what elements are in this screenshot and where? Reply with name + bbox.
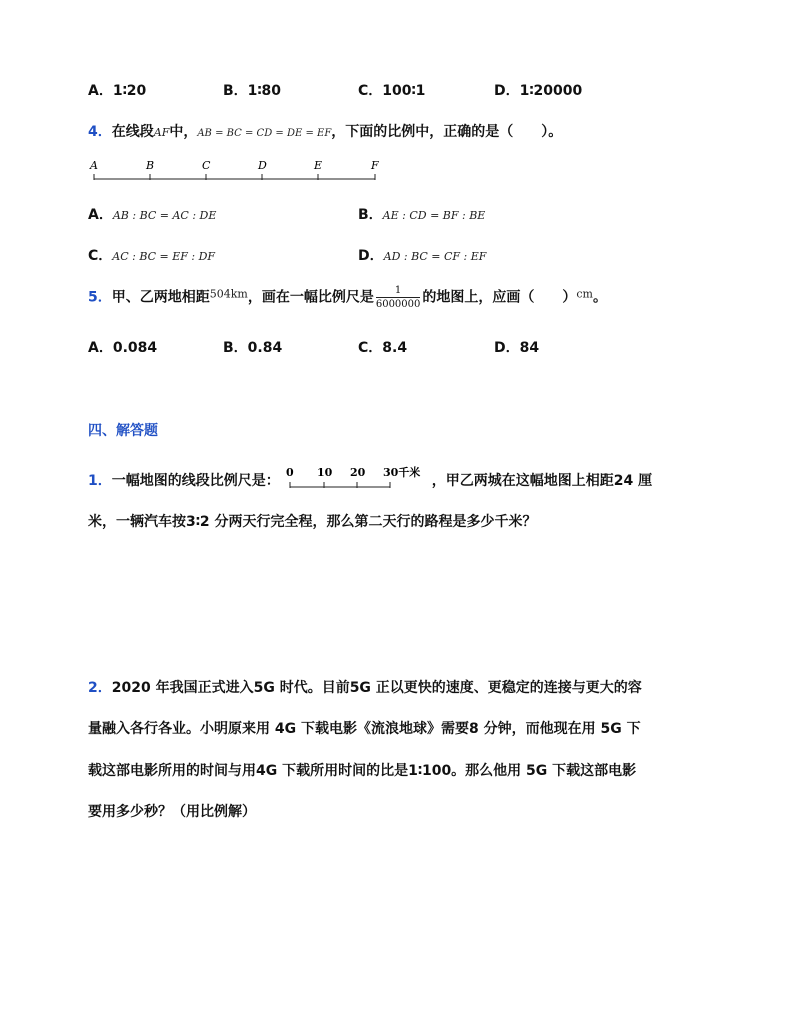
option-label: A． <box>88 340 113 356</box>
scale-bar <box>282 465 430 491</box>
scale-label-20: 20 <box>349 466 366 479</box>
q5-option-c <box>358 337 407 357</box>
scale-label-30: 30千米 <box>382 466 421 479</box>
q3-option-a <box>88 80 146 100</box>
tick-f <box>370 159 379 180</box>
option-math: AE : CD = BF : BE <box>382 209 486 222</box>
math-segment: AF <box>153 126 170 139</box>
stem-text: 在线段 <box>111 124 154 140</box>
unit-text: cm <box>576 287 593 301</box>
option-text: 1∶20000 <box>519 83 583 99</box>
point-label-d: D <box>258 159 267 172</box>
option-label: D． <box>494 83 520 99</box>
tick-c <box>202 159 211 180</box>
option-label: C． <box>88 248 113 264</box>
q5-option-b <box>223 337 282 357</box>
tick-e <box>313 159 322 180</box>
option-text: 0.084 <box>112 340 158 356</box>
option-label: A． <box>88 207 113 223</box>
option-text: 1∶80 <box>247 83 282 99</box>
point-label-b: B <box>146 159 155 172</box>
q4-option-c <box>88 245 215 265</box>
stem-text: 一幅地图的线段比例尺是： <box>111 473 280 489</box>
option-label: B． <box>223 340 248 356</box>
problem-2-line-3: 载这部电影所用的时间与用4G 下载所用时间的比是1∶100。那么他用 5G 下载这部电影 <box>88 763 637 779</box>
point-label-e: E <box>314 159 323 172</box>
option-label: A． <box>88 83 113 99</box>
problem-2-line-4: 要用多少秒？（用比例解） <box>88 804 256 820</box>
stem-text: 甲、乙两地相距 <box>111 289 210 306</box>
scale-label-10: 10 <box>316 466 333 479</box>
q4-option-a <box>88 204 216 224</box>
tick-b <box>145 159 154 180</box>
q5-option-d <box>494 337 539 357</box>
q3-option-b <box>223 80 281 100</box>
stem-text: 。 <box>592 289 607 306</box>
tick-d <box>257 159 267 180</box>
distance-value: 504km <box>209 287 248 301</box>
option-math: AB : BC = AC : DE <box>112 209 217 222</box>
option-label: D． <box>358 248 384 264</box>
option-text: 1∶20 <box>112 83 147 99</box>
problem-2-line-1 <box>88 677 642 697</box>
stem-text: 2020 年我国正式进入5G 时代。目前5G 正以更快的速度、更稳定的连接与更大的容 <box>111 680 642 696</box>
problem-1-line-2: 米，一辆汽车按3∶2 分两天行完全程，那么第二天行的路程是多少千米？ <box>88 514 537 530</box>
problem-1-line-1 <box>88 465 652 491</box>
option-label: C． <box>358 83 383 99</box>
option-text: 100∶1 <box>382 83 426 99</box>
stem-text: ，下面的比例中，正确的是（ ）。 <box>331 124 563 140</box>
option-text: 0.84 <box>247 340 283 356</box>
stem-text: ，画在一幅比例尺是 <box>247 289 374 306</box>
option-label: D． <box>494 340 520 356</box>
stem-text: ，甲乙两城在这幅地图上相距24 厘 <box>431 473 653 489</box>
question-number: 1． <box>88 473 112 489</box>
question-number: 4． <box>88 124 112 140</box>
option-math: AC : BC = EF : DF <box>112 250 216 263</box>
option-math: AD : BC = CF : EF <box>383 250 487 263</box>
q3-option-c <box>358 80 425 100</box>
fraction-numerator: 1 <box>376 284 421 298</box>
fraction-denominator: 6000000 <box>375 299 421 310</box>
stem-text: 中， <box>169 124 198 140</box>
option-label: C． <box>358 340 383 356</box>
option-label: B． <box>358 207 383 223</box>
question-number: 2． <box>88 680 112 696</box>
question-5-stem <box>88 284 607 311</box>
math-equation: AB = BC = CD = DE = EF <box>197 128 332 139</box>
tick-a <box>89 159 98 180</box>
q5-option-a <box>88 337 157 357</box>
q4-option-b <box>358 204 485 224</box>
problem-2-line-2: 量融入各行各业。小明原来用 4G 下载电影《流浪地球》需要8 分钟，而他现在用 5G 下 <box>88 721 641 737</box>
segment-diagram <box>88 156 388 186</box>
section-title: 四、解答题 <box>88 423 158 439</box>
point-label-c: C <box>202 159 211 172</box>
question-4-stem <box>88 121 562 141</box>
q4-option-d <box>358 245 486 265</box>
stem-text: 的地图上，应画（ ） <box>422 289 577 306</box>
scale-fraction <box>376 284 421 311</box>
option-label: B． <box>223 83 248 99</box>
option-text: 8.4 <box>382 340 408 356</box>
q3-option-d <box>494 80 582 100</box>
point-label-a: A <box>90 159 98 172</box>
point-label-f: F <box>371 159 379 172</box>
option-text: 84 <box>519 340 540 356</box>
scale-label-0: 0 <box>285 466 294 479</box>
question-number: 5． <box>88 289 112 306</box>
